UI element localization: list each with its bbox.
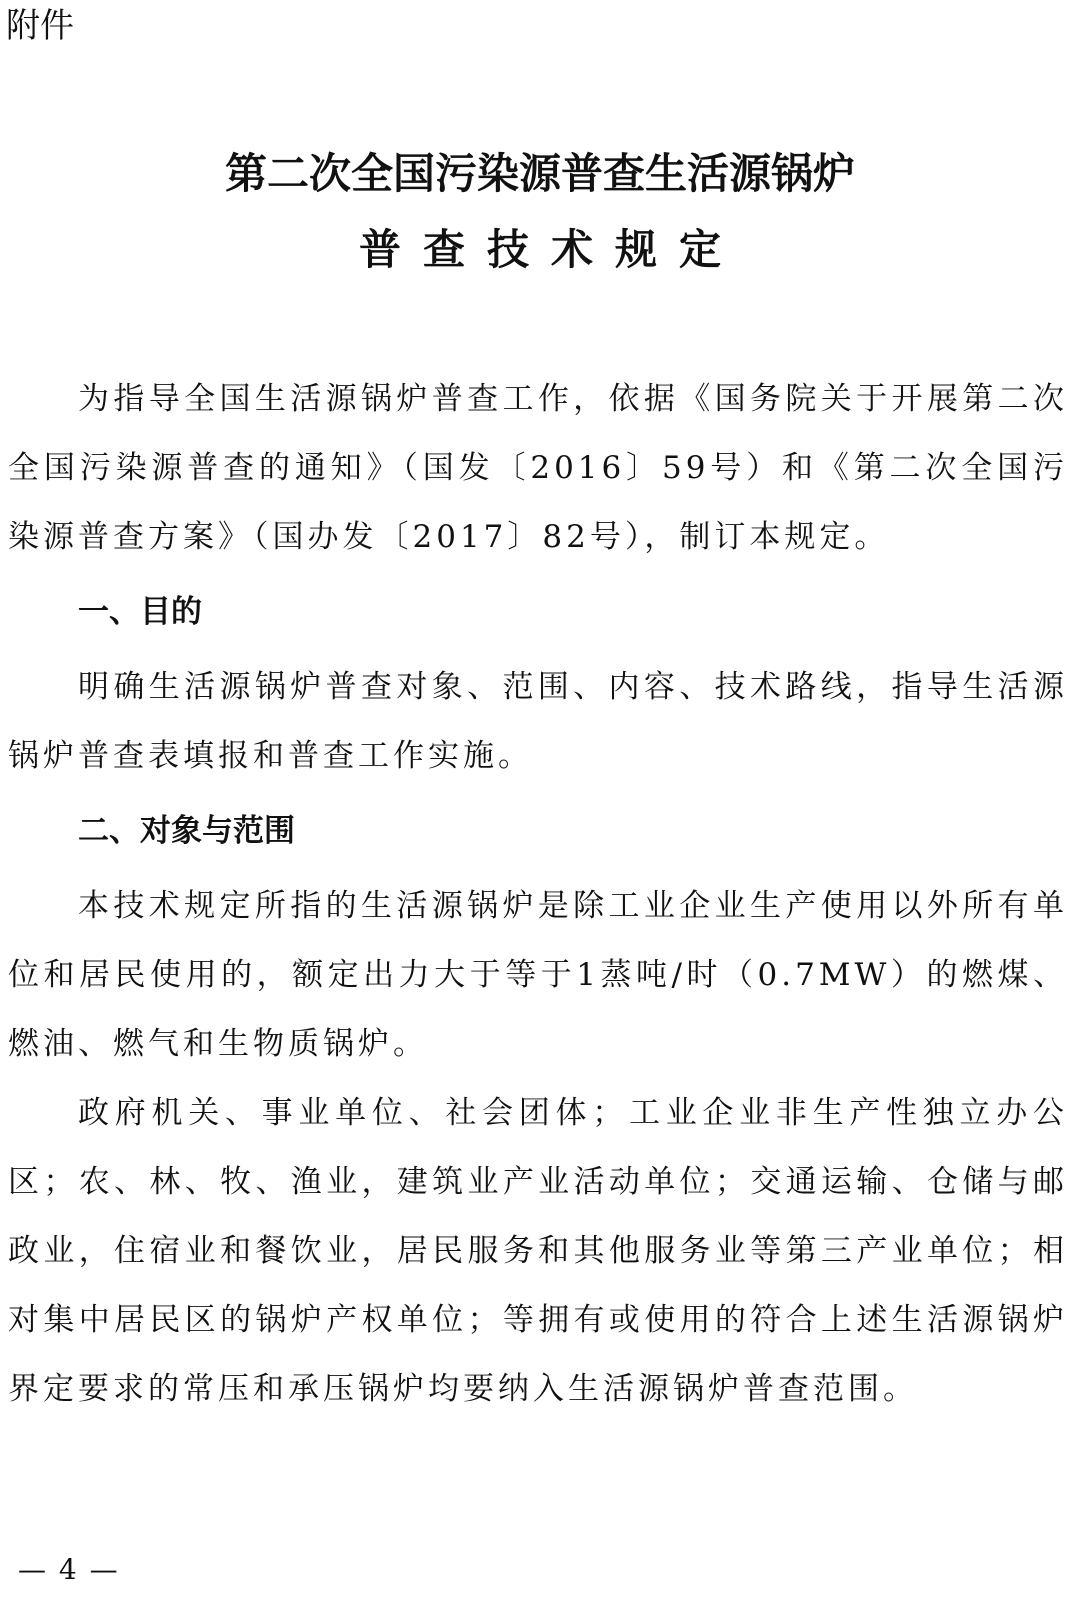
document-body [8,365,1068,1424]
section-heading-scope: 二、对象与范围 [78,813,295,849]
scope-paragraph-1: 本技术规定所指的生活源锅炉是除工业企业生产使用以外所有单位和居民使用的，额定出力大于等于1蒸吨/时（0.7MW）的燃煤、燃油、燃气和生物质锅炉。 [8,888,1068,1062]
document-title-line-2: 普查技术规定 [358,225,743,274]
attachment-label: 附件 [6,6,74,46]
section-heading-purpose: 一、目的 [78,594,202,630]
intro-paragraph: 为指导全国生活源锅炉普查工作，依据《国务院关于开展第二次全国污染源普查的通知》（国发〔2016〕59号）和《第二次全国污染源普查方案》（国办发〔2017〕82号），制订本规定。 [8,381,1068,555]
document-title-line-1: 第二次全国污染源普查生活源锅炉 [224,149,855,198]
page-number: — 4 — [18,1553,120,1586]
scope-paragraph-2: 政府机关、事业单位、社会团体；工业企业非生产性独立办公区；农、林、牧、渔业，建筑业产业活动单位；交通运输、仓储与邮政业，住宿业和餐饮业，居民服务和其他服务业等第三产业单位；相对集中居民区的锅炉产权单位；等拥有或使用的符合上述生活源锅炉界定要求的常压和承压锅炉均要纳入生活源锅炉普查范围。 [8,1095,1068,1407]
purpose-paragraph: 明确生活源锅炉普查对象、范围、内容、技术路线，指导生活源锅炉普查表填报和普查工作实施。 [8,669,1068,774]
